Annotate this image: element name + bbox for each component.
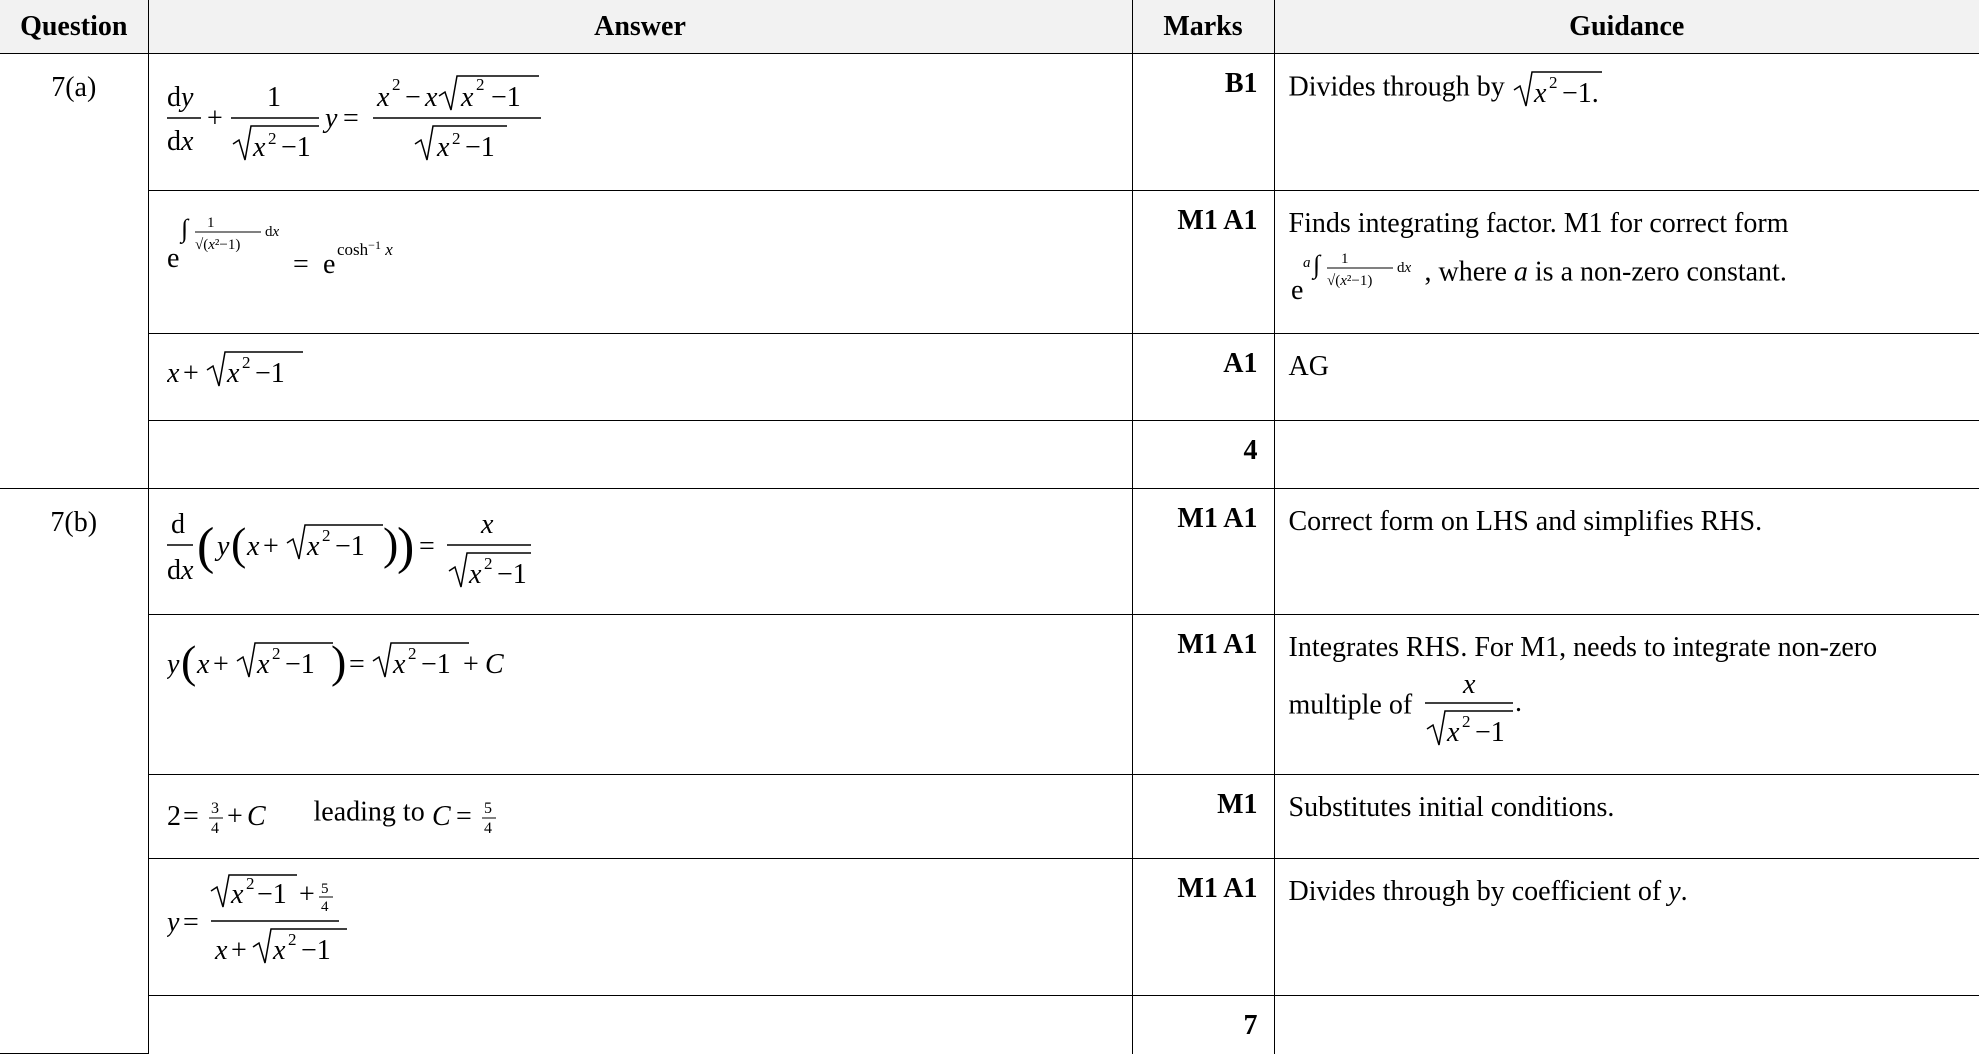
answer-cell [148, 775, 1132, 859]
svg-text:x: x [392, 649, 405, 680]
svg-text:−1: −1 [280, 132, 311, 163]
svg-text:x: x [166, 358, 179, 389]
svg-text:y: y [324, 103, 337, 134]
guidance-cell [1274, 996, 1979, 1054]
svg-text:=: = [182, 907, 199, 938]
svg-text:=: = [182, 801, 199, 832]
svg-text:1: 1 [206, 215, 214, 231]
svg-text:4: 4 [320, 899, 328, 915]
svg-text:x: x [256, 649, 269, 680]
svg-text:+: + [262, 531, 279, 562]
svg-text:x: x [1533, 78, 1547, 109]
svg-text:(: ( [196, 518, 214, 575]
answer-math-ode [167, 68, 587, 168]
svg-text:2: 2 [267, 129, 276, 148]
guidance-cell: Correct form on LHS and simplifies RHS. [1274, 489, 1979, 615]
svg-text:=: = [348, 649, 365, 680]
svg-text:2: 2 [271, 644, 280, 663]
guidance-text: Divides through by [1288, 71, 1505, 103]
table-row [0, 775, 1979, 859]
header-answer: Answer [148, 0, 1132, 54]
svg-text:=: = [455, 801, 472, 832]
svg-text:2: 2 [245, 874, 254, 893]
svg-text:C: C [484, 649, 504, 680]
svg-text:x: x [196, 649, 209, 680]
answer-cell [148, 996, 1132, 1054]
svg-text:√(x²−1): √(x²−1) [1326, 272, 1372, 289]
svg-text:x: x [272, 935, 285, 966]
table-row [0, 334, 1979, 421]
marks-cell: M1 A1 [1132, 489, 1274, 615]
marks-total: 7 [1132, 996, 1274, 1054]
table-row [0, 489, 1979, 615]
svg-text:x: x [252, 132, 265, 163]
svg-text:x: x [424, 82, 437, 113]
svg-text:x: x [480, 509, 493, 540]
svg-text:dx: dx [1396, 259, 1411, 276]
guidance-text: is a non-zero constant. [1534, 256, 1787, 288]
guidance-text: Integrates RHS. For M1, needs to integrate non-zero [1288, 632, 1878, 663]
guidance-cell [1274, 615, 1979, 775]
svg-text:x: x [460, 82, 473, 113]
svg-text:3: 3 [210, 800, 219, 817]
table-row [0, 191, 1979, 334]
svg-text:e: e [166, 243, 179, 274]
svg-text:): ) [382, 518, 398, 569]
svg-text:√(x²−1): √(x²−1) [194, 237, 240, 253]
svg-text:): ) [330, 636, 346, 687]
svg-text:−1: −1 [496, 559, 527, 590]
guidance-variable: y [1668, 876, 1681, 907]
svg-text:x: x [226, 358, 239, 389]
guidance-cell [1274, 859, 1979, 996]
svg-text:+: + [212, 649, 229, 680]
answer-math-constant [432, 789, 512, 839]
svg-text:∫: ∫ [1312, 249, 1320, 279]
svg-text:x: x [306, 531, 319, 562]
svg-text:+: + [226, 801, 243, 832]
svg-text:dx: dx [264, 224, 279, 240]
svg-text:.: . [1515, 686, 1523, 718]
svg-text:x: x [376, 82, 389, 113]
svg-text:dy: dy [166, 82, 193, 113]
header-guidance: Guidance [1274, 0, 1979, 54]
marks-cell: M1 [1132, 775, 1274, 859]
svg-text:d: d [170, 509, 185, 540]
answer-math-substitution [167, 789, 307, 839]
guidance-cell [1274, 191, 1979, 334]
answer-text: leading to [313, 796, 425, 828]
table-row [0, 996, 1979, 1054]
svg-text:−1: −1 [334, 531, 365, 562]
answer-cell [148, 334, 1132, 421]
svg-text:−1: −1 [254, 358, 285, 389]
svg-text:2: 2 [475, 75, 484, 94]
svg-text:−1: −1 [284, 649, 315, 680]
svg-text:y: y [166, 649, 179, 680]
svg-text:2: 2 [321, 526, 330, 545]
answer-cell [148, 54, 1132, 191]
svg-text:−1: −1 [256, 879, 287, 910]
question-label-7b: 7(b) [0, 489, 148, 1054]
svg-text:2: 2 [451, 129, 460, 148]
answer-math-integrated [167, 629, 547, 689]
svg-text:2: 2 [166, 801, 181, 832]
guidance-text: , where [1424, 256, 1507, 288]
svg-text:2: 2 [241, 353, 250, 372]
svg-text:5: 5 [483, 800, 492, 817]
svg-text:−1: −1 [464, 132, 495, 163]
svg-text:+: + [298, 879, 315, 910]
svg-text:+: + [462, 649, 479, 680]
svg-text:x: x [436, 132, 449, 163]
svg-text:=: = [418, 531, 435, 562]
header-marks: Marks [1132, 0, 1274, 54]
header-row [0, 0, 1979, 54]
guidance-cell [1274, 54, 1979, 191]
svg-text:x: x [214, 935, 227, 966]
svg-text:cosh−1 x: $\cosh^{-1} x$ [336, 238, 393, 259]
marks-cell: A1 [1132, 334, 1274, 421]
marks-cell: M1 A1 [1132, 191, 1274, 334]
svg-text:+: + [230, 935, 247, 966]
svg-text:1: 1 [266, 82, 281, 113]
answer-cell [148, 615, 1132, 775]
svg-text:): ) [396, 518, 414, 575]
answer-cell [148, 859, 1132, 996]
svg-text:x: x [230, 879, 243, 910]
answer-math-solution [167, 873, 387, 973]
svg-text:y: y [216, 531, 229, 562]
guidance-cell: AG [1274, 334, 1979, 421]
answer-math-derivative [167, 503, 567, 599]
svg-text:−1: −1 [300, 935, 331, 966]
guidance-text: . [1680, 876, 1688, 907]
svg-text:2: 2 [287, 930, 296, 949]
marks-cell: B1 [1132, 54, 1274, 191]
table-row [0, 421, 1979, 489]
svg-text:−: − [404, 82, 421, 113]
svg-text:2: 2 [1462, 711, 1471, 731]
marks-cell: M1 A1 [1132, 615, 1274, 775]
svg-text:1: 1 [1340, 250, 1348, 267]
answer-cell [148, 421, 1132, 489]
guidance-variable: a [1513, 256, 1528, 288]
svg-text:−1: −1 [490, 82, 521, 113]
svg-text:x: x [246, 531, 259, 562]
svg-text:−1: −1 [420, 649, 451, 680]
svg-text:dx: dx [166, 126, 193, 157]
table-row [0, 859, 1979, 996]
guidance-text: Finds integrating factor. M1 for correct form [1288, 208, 1789, 239]
svg-text:C: C [246, 801, 266, 832]
svg-text:4: 4 [483, 820, 492, 837]
svg-text:e: e [322, 249, 335, 280]
svg-text:e: e [1290, 274, 1303, 305]
svg-text:2: 2 [407, 644, 416, 663]
answer-cell [148, 489, 1132, 615]
header-question: Question [0, 0, 148, 54]
svg-text:4: 4 [210, 820, 219, 837]
svg-text:C: C [431, 801, 451, 832]
svg-text:−1: −1 [1475, 716, 1505, 747]
svg-text:y: y [166, 907, 179, 938]
svg-text:2: 2 [483, 554, 492, 573]
answer-math-integrating-factor [167, 205, 447, 285]
guidance-math-fraction [1419, 667, 1529, 747]
svg-text:a: a [1302, 254, 1310, 271]
svg-text:x: x [1463, 668, 1476, 700]
svg-text:+: + [182, 358, 199, 389]
svg-text:+: + [206, 103, 223, 134]
answer-math-result [167, 348, 327, 394]
table-row [0, 615, 1979, 775]
svg-text:2: 2 [1548, 73, 1558, 92]
guidance-cell: Substitutes initial conditions. [1274, 775, 1979, 859]
svg-text:x: x [1447, 716, 1460, 747]
guidance-cell [1274, 421, 1979, 489]
table-row [0, 54, 1979, 191]
svg-text:(: ( [230, 518, 246, 569]
marks-cell: M1 A1 [1132, 859, 1274, 996]
svg-text:x: x [468, 559, 481, 590]
svg-text:dx: dx [166, 555, 193, 586]
guidance-math-integral-form [1289, 243, 1425, 305]
svg-text:∫: ∫ [180, 214, 188, 243]
guidance-text: multiple of [1288, 689, 1413, 721]
svg-text:(: ( [180, 636, 196, 687]
guidance-math-sqrt [1512, 68, 1608, 110]
svg-text:=: = [342, 103, 359, 134]
answer-cell [148, 191, 1132, 334]
marks-total: 4 [1132, 421, 1274, 489]
svg-text:−1.: −1. [1561, 78, 1599, 109]
svg-text:5: 5 [320, 881, 328, 897]
question-label-7a: 7(a) [0, 54, 148, 489]
svg-text:2: 2 [391, 75, 400, 94]
guidance-text: Divides through by coefficient of [1288, 876, 1662, 907]
svg-text:=: = [292, 249, 309, 280]
